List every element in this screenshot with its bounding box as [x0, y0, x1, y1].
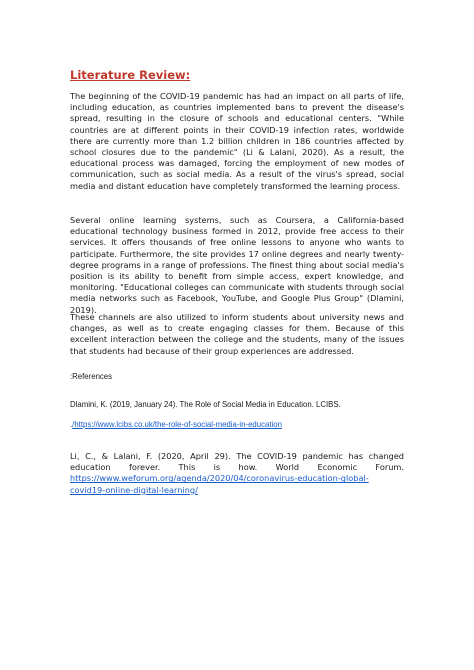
section-heading: Literature Review: [70, 68, 191, 82]
document-page [70, 0, 404, 670]
reference-1-text: Dlamini, K. (2019, January 24). The Role of Social Media in Education. LCIBS. [70, 400, 341, 409]
paragraph-2: Several online learning systems, such as Coursera, a California-based educational technology business formed in 2012, provide free access to their services. It offers thousands of free online lessons to anyone who wants to participate. Furthermore, the site provides 17 online degrees and nearly twenty-degree programs in a range of professions. The finest thing about social media's position is its ability to benefit from simple access, expert knowledge, and monitoring. "Educational colleges can communicate with students through social media networks such as Facebook, YouTube, and Google Plus Group" (Dlamini, 2019). [70, 215, 404, 315]
paragraph-1: The beginning of the COVID-19 pandemic has had an impact on all parts of life, including education, as countries implemented bans to prevent the disease's spread, resulting in the closure of schools and educational centers. "While countries are at different points in their COVID-19 infection rates, worldwide there are currently more than 1.2 billion children in 186 countries affected by school closures due to the pandemic" (Li & Lalani, 2020). As a result, the educational process was damaged, forcing the employment of new modes of communication, such as social media. As a result of the virus's spread, social media and distant education have completely transformed the learning process. [70, 91, 404, 191]
references-label: :References [70, 372, 113, 381]
reference-1-link-line [70, 419, 404, 430]
reference-2-text: Li, C., & Lalani, F. (2020, April 29). The COVID-19 pandemic has changed education forever. This is how. World Economic Forum. [70, 451, 404, 473]
reference-1-prefix: . [70, 420, 73, 429]
reference-1-link[interactable]: /https://www.lcibs.co.uk/the-role-of-social-media-in-education [72, 420, 282, 429]
reference-2-link[interactable]: https://www.weforum.org/agenda/2020/04/coronavirus-education-global-covid19-online-digital-learning/ [70, 473, 369, 495]
reference-2 [70, 451, 404, 496]
paragraph-3: These channels are also utilized to inform students about university news and changes, as well as to create engaging classes for them. Because of this excellent interaction between the college and the students, many of the issues that students had because of their group experiences are addressed. [70, 312, 404, 356]
